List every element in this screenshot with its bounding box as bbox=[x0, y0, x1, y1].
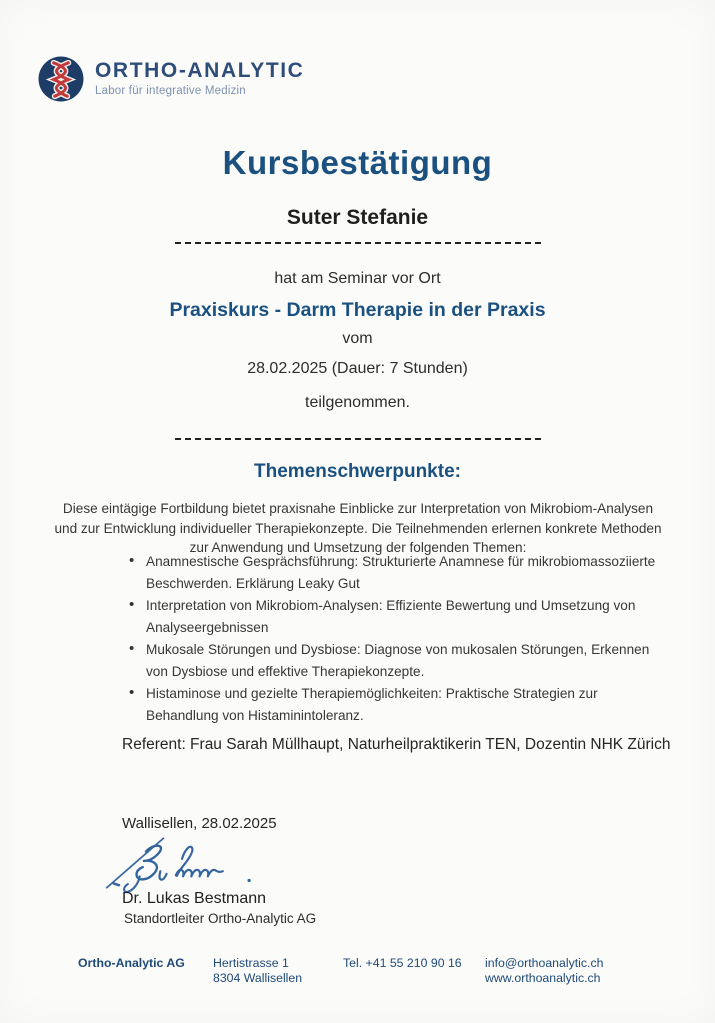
topics-heading: Themenschwerpunkte: bbox=[254, 461, 461, 482]
course-date: 28.02.2025 (Dauer: 7 Stunden) bbox=[247, 360, 468, 377]
place-date-line: Wallisellen, 28.02.2025 bbox=[122, 815, 277, 832]
course-title: Praxiskurs - Darm Therapie in der Praxis bbox=[169, 299, 546, 321]
footer-email: info@orthoanalytic.ch bbox=[485, 956, 604, 970]
participation-line: teilgenommen. bbox=[305, 394, 410, 411]
footer-company: Ortho-Analytic AG bbox=[78, 956, 185, 970]
brand-name: ORTHO-ANALYTIC bbox=[95, 59, 305, 82]
footer-address-line1: Hertistrasse 1 bbox=[213, 956, 289, 970]
brand-text bbox=[95, 56, 304, 97]
topics-list bbox=[127, 551, 660, 727]
seminar-intro-line: hat am Seminar vor Ort bbox=[274, 270, 441, 287]
brand-tagline: Labor für integrative Medizin bbox=[95, 85, 246, 97]
date-preposition: vom bbox=[342, 330, 373, 347]
footer-address-line2: 8304 Wallisellen bbox=[213, 971, 303, 985]
referent-line: Referent: Frau Sarah Müllhaupt, Naturheilpraktikerin TEN, Dozentin NHK Zürich bbox=[122, 736, 671, 753]
signatory-name: Dr. Lukas Bestmann bbox=[122, 890, 267, 907]
topic-item: • Interpretation von Mikrobiom-Analysen: Effiziente Bewertung und Umsetzung von Analyseergebnissen bbox=[127, 595, 660, 638]
topic-item: • Anamnestische Gesprächsführung: Strukturierte Anamnese für mikrobiomassoziierte Beschwerden. Erklärung Leaky Gut bbox=[127, 551, 660, 594]
signature-image bbox=[103, 832, 259, 896]
footer-contact bbox=[485, 956, 603, 986]
footer-phone: Tel. +41 55 210 90 16 bbox=[343, 956, 462, 970]
page-title: Kursbestätigung bbox=[222, 144, 493, 181]
topics-intro: Diese eintägige Fortbildung bietet praxisnahe Einblicke zur Interpretation von Mikrobiom-Analysen und zur Entwicklung individueller Therapiekonzepte. Die Teilnehmenden erlernen konkrete Methoden zur Anwendung und Umsetzung der folgenden Themen: bbox=[54, 501, 662, 555]
dna-helix-icon bbox=[38, 56, 84, 102]
brand-logo bbox=[38, 56, 304, 102]
dashed-divider bbox=[175, 242, 541, 244]
topic-item: • Histaminose und gezielte Therapiemöglichkeiten: Praktische Strategien zur Behandlung von Histaminintoleranz. bbox=[127, 683, 660, 726]
topic-item: • Mukosale Störungen und Dysbiose: Diagnose von mukosalen Störungen, Erkennen von Dysbiose und effektive Therapiekonzepte. bbox=[127, 639, 660, 682]
footer-address bbox=[213, 956, 302, 986]
dashed-divider bbox=[175, 438, 541, 440]
participant-name: Suter Stefanie bbox=[286, 206, 429, 229]
footer-website: www.orthoanalytic.ch bbox=[485, 971, 601, 985]
signatory-role: Standortleiter Ortho-Analytic AG bbox=[124, 911, 317, 926]
